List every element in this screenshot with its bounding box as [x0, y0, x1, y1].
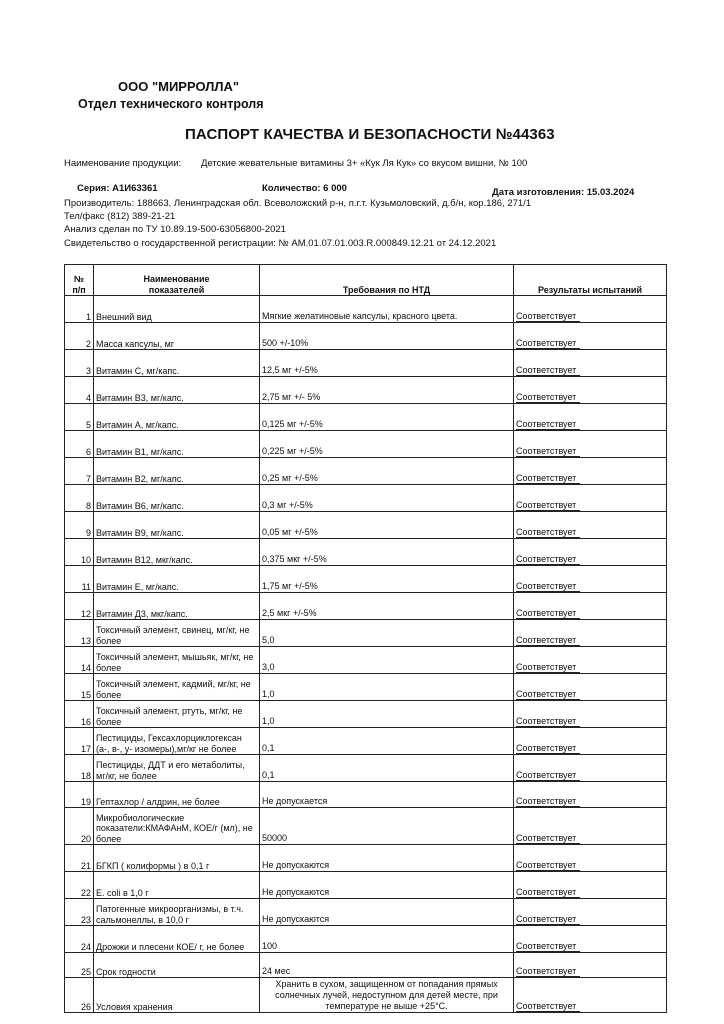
indicator-name: Витамин А, мг/капс. — [94, 404, 260, 431]
indicator-name: Масса капсулы, мг — [94, 323, 260, 350]
table-row — [65, 593, 667, 620]
requirement-value: Хранить в сухом, защищенном от попадания прямых солнечных лучей, недоступном для детей месте, при температуре не выше +25°С. — [260, 978, 514, 1013]
result-cell — [514, 485, 667, 512]
result-cell — [514, 377, 667, 404]
row-number: 16 — [65, 701, 94, 728]
test-result: Соответствует — [516, 833, 580, 844]
result-cell — [514, 296, 667, 323]
header-indicator: Наименование показателей — [94, 265, 260, 296]
table-row — [65, 953, 667, 978]
row-number: 15 — [65, 674, 94, 701]
requirement-value: Не допускаются — [260, 899, 514, 926]
indicator-name: Патогенные микроорганизмы, в т.ч. сальмонеллы, в 10,0 г — [94, 899, 260, 926]
result-cell — [514, 620, 667, 647]
table-row — [65, 845, 667, 872]
test-result: Соответствует — [516, 662, 580, 673]
manufacturer: Производитель: 188663, Ленинградская обл. Всеволожский р-н, п.г.т. Кузьмоловский, д.б/н, кор.186, 271/1 — [64, 198, 532, 209]
result-cell — [514, 431, 667, 458]
result-cell — [514, 350, 667, 377]
indicator-name: Токсичный элемент, мышьяк, мг/кг, не более — [94, 647, 260, 674]
result-cell — [514, 872, 667, 899]
result-cell — [514, 647, 667, 674]
test-result: Соответствует — [516, 338, 580, 349]
row-number: 14 — [65, 647, 94, 674]
company-name: ООО "МИРРОЛЛА" — [118, 79, 240, 94]
requirement-value: 1,0 — [260, 701, 514, 728]
requirement-value: 0,1 — [260, 755, 514, 782]
indicator-name: Витамин В6, мг/капс. — [94, 485, 260, 512]
result-cell — [514, 899, 667, 926]
test-result: Соответствует — [516, 941, 580, 952]
result-cell — [514, 674, 667, 701]
test-result: Соответствует — [516, 966, 580, 977]
result-cell — [514, 512, 667, 539]
table-row — [65, 485, 667, 512]
row-number: 4 — [65, 377, 94, 404]
series: Серия: А1И63361 — [77, 183, 158, 194]
result-cell — [514, 755, 667, 782]
row-number: 3 — [65, 350, 94, 377]
result-cell — [514, 323, 667, 350]
test-result: Соответствует — [516, 887, 580, 898]
requirement-value: 50000 — [260, 808, 514, 845]
requirement-value: 12,5 мг +/-5% — [260, 350, 514, 377]
table-row — [65, 647, 667, 674]
registration-certificate: Свидетельство о государственной регистрации: № АМ.01.07.01.003.R.000849.12.21 от 24.12.2021 — [64, 238, 497, 249]
indicator-name: E. coli в 1,0 г — [94, 872, 260, 899]
result-cell — [514, 978, 667, 1013]
indicator-name: Пестициды, Гексахлорциклогексан (а-, в-, у- изомеры),мг/кг не более — [94, 728, 260, 755]
requirement-value: Не допускаются — [260, 872, 514, 899]
row-number: 7 — [65, 458, 94, 485]
requirement-value: 0,3 мг +/-5% — [260, 485, 514, 512]
row-number: 8 — [65, 485, 94, 512]
table-row — [65, 728, 667, 755]
indicator-name: Дрожжи и плесени КОЕ/ г, не более — [94, 926, 260, 953]
result-cell — [514, 458, 667, 485]
result-cell — [514, 404, 667, 431]
header-requirement: Требования по НТД — [260, 265, 514, 296]
row-number: 18 — [65, 755, 94, 782]
indicator-name: Срок годности — [94, 953, 260, 978]
table-row — [65, 323, 667, 350]
table-row — [65, 674, 667, 701]
table-row — [65, 296, 667, 323]
requirement-value: 500 +/-10% — [260, 323, 514, 350]
test-result: Соответствует — [516, 473, 580, 484]
row-number: 2 — [65, 323, 94, 350]
indicator-name: Токсичный элемент, кадмий, мг/кг, не более — [94, 674, 260, 701]
result-cell — [514, 782, 667, 808]
department-name: Отдел технического контроля — [78, 97, 264, 111]
result-cell — [514, 953, 667, 978]
table-row — [65, 377, 667, 404]
indicator-name: Витамин В2, мг/капс. — [94, 458, 260, 485]
table-row — [65, 539, 667, 566]
quality-table — [64, 264, 667, 1013]
row-number: 13 — [65, 620, 94, 647]
table-row — [65, 701, 667, 728]
result-cell — [514, 701, 667, 728]
indicator-name: Витамин В3, мг/капс. — [94, 377, 260, 404]
test-result: Соответствует — [516, 419, 580, 430]
manufacture-date: Дата изготовления: 15.03.2024 — [492, 187, 635, 198]
test-result: Соответствует — [516, 914, 580, 925]
requirement-value: 0,125 мг +/-5% — [260, 404, 514, 431]
table-row — [65, 782, 667, 808]
requirement-value: 5,0 — [260, 620, 514, 647]
indicator-name: Токсичный элемент, свинец, мг/кг, не более — [94, 620, 260, 647]
header-num: № п/п — [65, 265, 94, 296]
table-row — [65, 755, 667, 782]
result-cell — [514, 593, 667, 620]
row-number: 26 — [65, 978, 94, 1013]
quantity: Количество: 6 000 — [262, 183, 347, 194]
product-value: Детские жевательные витамины 3+ «Кук Ля Кук» со вкусом вишни, № 100 — [201, 158, 528, 169]
table-row — [65, 978, 667, 1013]
requirement-value: Не допускается — [260, 782, 514, 808]
test-result: Соответствует — [516, 796, 580, 807]
row-number: 22 — [65, 872, 94, 899]
requirement-value: 2,5 мкг +/-5% — [260, 593, 514, 620]
requirement-value: 24 мес — [260, 953, 514, 978]
table-row — [65, 808, 667, 845]
requirement-value: Мягкие желатиновые капсулы, красного цвета. — [260, 296, 514, 323]
table-row — [65, 620, 667, 647]
table-row — [65, 512, 667, 539]
requirement-value: 0,25 мг +/-5% — [260, 458, 514, 485]
row-number: 9 — [65, 512, 94, 539]
row-number: 11 — [65, 566, 94, 593]
row-number: 23 — [65, 899, 94, 926]
test-result: Соответствует — [516, 689, 580, 700]
test-result: Соответствует — [516, 716, 580, 727]
indicator-name: Токсичный элемент, ртуть, мг/кг, не более — [94, 701, 260, 728]
result-cell — [514, 728, 667, 755]
test-result: Соответствует — [516, 554, 580, 565]
test-result: Соответствует — [516, 860, 580, 871]
document-title: ПАСПОРТ КАЧЕСТВА И БЕЗОПАСНОСТИ №44363 — [185, 126, 555, 143]
indicator-name: Гептахлор / алдрин, не более — [94, 782, 260, 808]
indicator-name: Витамин В1, мг/капс. — [94, 431, 260, 458]
indicator-name: Микробиологические показатели:КМАФАнМ, КОЕ/г (мл), не более — [94, 808, 260, 845]
indicator-name: БГКП ( колиформы ) в 0,1 г — [94, 845, 260, 872]
row-number: 6 — [65, 431, 94, 458]
row-number: 25 — [65, 953, 94, 978]
requirement-value: 100 — [260, 926, 514, 953]
table-row — [65, 458, 667, 485]
requirement-value: 1,75 мг +/-5% — [260, 566, 514, 593]
row-number: 5 — [65, 404, 94, 431]
row-number: 10 — [65, 539, 94, 566]
test-result: Соответствует — [516, 1001, 580, 1012]
row-number: 21 — [65, 845, 94, 872]
test-result: Соответствует — [516, 743, 580, 754]
table-row — [65, 431, 667, 458]
row-number: 12 — [65, 593, 94, 620]
indicator-name: Пестициды, ДДТ и его метаболиты, мг/кг, не более — [94, 755, 260, 782]
table-row — [65, 872, 667, 899]
row-number: 20 — [65, 808, 94, 845]
test-result: Соответствует — [516, 311, 580, 322]
requirement-value: 0,05 мг +/-5% — [260, 512, 514, 539]
requirement-value: Не допускаются — [260, 845, 514, 872]
requirement-value: 0,1 — [260, 728, 514, 755]
indicator-name: Витамин С, мг/капс. — [94, 350, 260, 377]
table-header-row — [65, 265, 667, 296]
header-result: Результаты испытаний — [514, 265, 667, 296]
test-result: Соответствует — [516, 365, 580, 376]
table-row — [65, 350, 667, 377]
test-result: Соответствует — [516, 446, 580, 457]
test-result: Соответствует — [516, 581, 580, 592]
requirement-value: 2,75 мг +/- 5% — [260, 377, 514, 404]
row-number: 17 — [65, 728, 94, 755]
requirement-value: 3,0 — [260, 647, 514, 674]
test-result: Соответствует — [516, 527, 580, 538]
product-label: Наименование продукции: — [64, 158, 182, 169]
table-row — [65, 566, 667, 593]
result-cell — [514, 808, 667, 845]
result-cell — [514, 845, 667, 872]
row-number: 24 — [65, 926, 94, 953]
test-result: Соответствует — [516, 392, 580, 403]
test-result: Соответствует — [516, 635, 580, 646]
result-cell — [514, 926, 667, 953]
table-row — [65, 404, 667, 431]
result-cell — [514, 539, 667, 566]
indicator-name: Внешний вид — [94, 296, 260, 323]
row-number: 1 — [65, 296, 94, 323]
test-result: Соответствует — [516, 608, 580, 619]
indicator-name: Витамин Е, мг/капс. — [94, 566, 260, 593]
row-number: 19 — [65, 782, 94, 808]
indicator-name: Витамин В9, мг/капс. — [94, 512, 260, 539]
indicator-name: Витамин Д3, мкг/капс. — [94, 593, 260, 620]
requirement-value: 0,375 мкг +/-5% — [260, 539, 514, 566]
requirement-value: 0,225 мг +/-5% — [260, 431, 514, 458]
table-row — [65, 926, 667, 953]
analysis-standard: Анализ сделан по ТУ 10.89.19-500-63056800-2021 — [64, 224, 286, 235]
requirement-value: 1,0 — [260, 674, 514, 701]
phone: Тел/факс (812) 389-21-21 — [64, 211, 176, 222]
table-row — [65, 899, 667, 926]
result-cell — [514, 566, 667, 593]
test-result: Соответствует — [516, 770, 580, 781]
indicator-name: Витамин В12, мкг/капс. — [94, 539, 260, 566]
indicator-name: Условия хранения — [94, 978, 260, 1013]
test-result: Соответствует — [516, 500, 580, 511]
